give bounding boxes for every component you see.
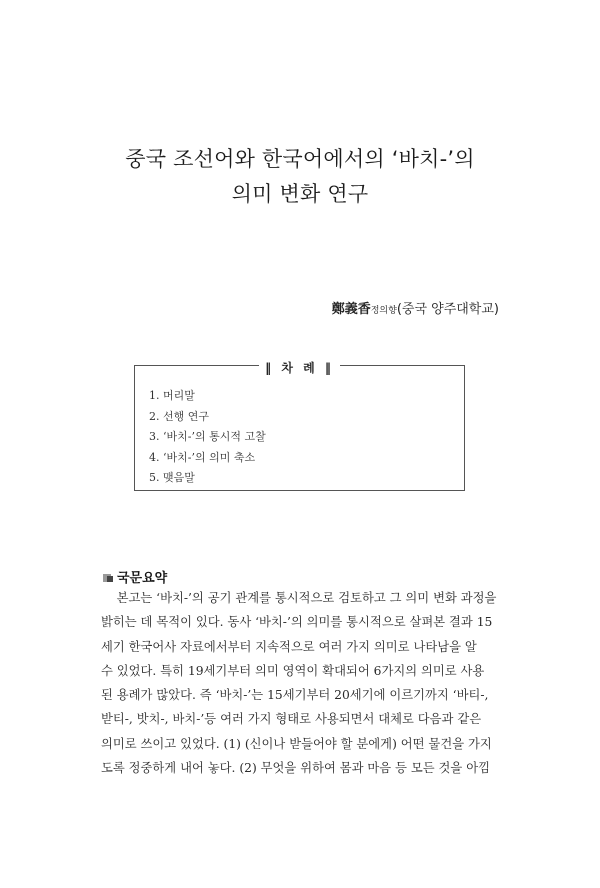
title-line-1: 중국 조선어와 한국어에서의 ‘바치-’의 bbox=[125, 147, 475, 171]
abstract-line: 도록 정중하게 내어 놓다. (2) 무엇을 위하여 몸과 마음 등 모든 것을 아낌 bbox=[101, 761, 490, 776]
abstract-line: 본고는 ‘바치-’의 공기 관계를 통시적으로 검토하고 그 의미 변화 과정을 bbox=[101, 591, 497, 605]
toc-heading: ‖ 차 례 ‖ bbox=[259, 361, 340, 375]
toc-item: 4. ‘바치-’의 의미 축소 bbox=[149, 450, 256, 464]
author-name: 鄭義香 bbox=[331, 302, 371, 317]
toc-heading-wrap bbox=[135, 357, 464, 376]
author-affiliation: (중국 양주대학교) bbox=[396, 302, 499, 317]
abstract-heading bbox=[103, 567, 167, 586]
abstract-line: 밝히는 데 목적이 있다. 동사 ‘바치-’의 의미를 통시적으로 살펴본 결과 15 bbox=[101, 615, 493, 630]
toc-item: 5. 맺음말 bbox=[149, 471, 195, 484]
square-bullet-dark-icon bbox=[107, 576, 113, 582]
abstract-line: 받티-, 밧치-, 바치-’등 여러 가지 형태로 사용되면서 대체로 다음과 같은 bbox=[101, 712, 482, 727]
abstract-line: 세기 한국어사 자료에서부터 지속적으로 여러 가지 의미로 나타남을 알 bbox=[101, 639, 477, 654]
paper-title bbox=[0, 142, 600, 212]
title-line-2: 의미 변화 연구 bbox=[231, 182, 369, 206]
abstract-line: 의미로 쓰이고 있었다. (1) (신이나 받들어야 할 분에게) 어떤 물건을 가지 bbox=[101, 736, 492, 751]
table-of-contents bbox=[134, 361, 465, 491]
abstract-line: 된 용례가 많았다. 즉 ‘바치-’는 15세기부터 20세기에 이르기까지 ‘바티-, bbox=[101, 688, 489, 703]
toc-item: 2. 선행 연구 bbox=[149, 409, 209, 423]
toc-item: 3. ‘바치-’의 통시적 고찰 bbox=[149, 430, 266, 443]
toc-list bbox=[149, 386, 266, 489]
abstract-line: 수 있었다. 특히 19세기부터 의미 영역이 확대되어 6가지의 의미로 사용 bbox=[101, 663, 485, 678]
abstract-heading-text: 국문요약 bbox=[117, 571, 168, 586]
toc-item: 1. 머리말 bbox=[149, 389, 195, 402]
author-line bbox=[332, 298, 499, 317]
author-reading: 정의향 bbox=[370, 306, 397, 316]
abstract-body bbox=[101, 586, 501, 780]
